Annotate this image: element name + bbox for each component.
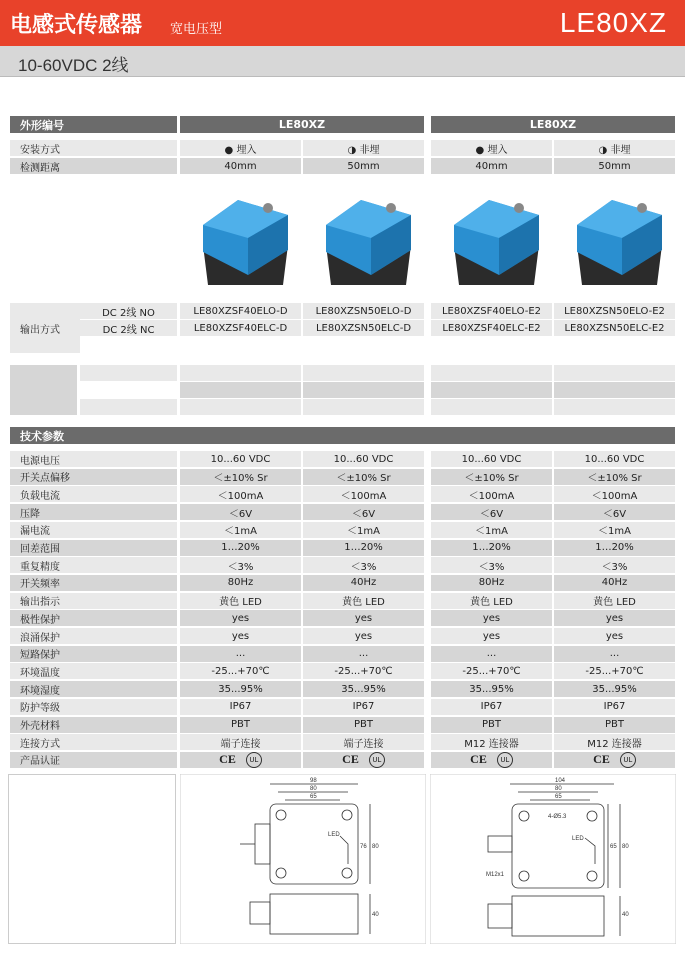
- model-code: LE80XZ: [559, 7, 667, 38]
- tech-row-value: 端子连接: [303, 734, 424, 750]
- dim-98: 98: [310, 778, 317, 784]
- tech-row-label: 连接方式: [10, 734, 177, 750]
- blank: [303, 365, 424, 381]
- tech-row-value: ＜1mA: [554, 522, 675, 538]
- tech-row-value: 10...60 VDC: [303, 451, 424, 467]
- distance-value: 50mm: [554, 158, 675, 174]
- tech-row-value: 黄色 LED: [554, 593, 675, 609]
- blank: [431, 365, 552, 381]
- tech-row-value: yes: [303, 610, 424, 626]
- cert-marks: [180, 752, 301, 768]
- tech-row-value: 35...95%: [303, 681, 424, 697]
- install-value: ◑ 非埋: [303, 140, 424, 156]
- dim-led: LED: [572, 836, 584, 842]
- tech-row-value: 黄色 LED: [303, 593, 424, 609]
- tech-row-value: 黄色 LED: [180, 593, 301, 609]
- drawing-frame-left: [8, 774, 176, 944]
- blank: [431, 382, 552, 398]
- output-nc: LE80XZSF40ELC-D: [180, 320, 301, 336]
- distance-value: 40mm: [431, 158, 552, 174]
- tech-row-value: ＜6V: [554, 504, 675, 520]
- tech-row-value: 端子连接: [180, 734, 301, 750]
- tech-row-label: 外壳材料: [10, 717, 177, 733]
- tech-row-label: 输出指示: [10, 593, 177, 609]
- blank: [303, 399, 424, 415]
- blank: [80, 399, 177, 415]
- tech-row-label: 开关点偏移: [10, 469, 177, 485]
- tech-row-value: ＜100mA: [303, 486, 424, 502]
- tech-row-label: 极性保护: [10, 610, 177, 626]
- dim-80: 80: [310, 786, 317, 792]
- tech-row-value: -25...+70℃: [180, 663, 301, 679]
- tech-row-label: 防护等级: [10, 699, 177, 715]
- tech-row-value: ...: [303, 646, 424, 662]
- output-sub-nc: DC 2线 NC: [80, 320, 177, 336]
- output-no: LE80XZSF40ELO-E2: [431, 303, 552, 319]
- tech-row-value: ＜±10% Sr: [303, 469, 424, 485]
- dim-m12: M12x1: [486, 872, 505, 878]
- tech-row-value: yes: [303, 628, 424, 644]
- ul-mark-icon: UL: [620, 752, 636, 768]
- tech-row-value: yes: [554, 628, 675, 644]
- tech-row-value: 黄色 LED: [431, 593, 552, 609]
- voltage-bar: [0, 46, 685, 77]
- tech-row-value: IP67: [554, 699, 675, 715]
- distance-value: 40mm: [180, 158, 301, 174]
- group-label-1: LE80XZ: [180, 116, 424, 133]
- output-label: 输出方式: [10, 303, 80, 353]
- tech-row-value: 40Hz: [554, 575, 675, 591]
- tech-row-label: 开关频率: [10, 575, 177, 591]
- tech-row-value: M12 连接器: [554, 734, 675, 750]
- tech-row-label: 环境湿度: [10, 681, 177, 697]
- tech-row-value: ＜6V: [180, 504, 301, 520]
- tech-row-value: PBT: [303, 717, 424, 733]
- install-value: ◑ 非埋: [554, 140, 675, 156]
- ce-mark-icon: CE: [342, 752, 359, 767]
- dim-65: 65: [310, 794, 317, 800]
- dim-40: 40: [622, 912, 629, 918]
- tech-row-value: ＜1mA: [180, 522, 301, 538]
- blank: [554, 382, 675, 398]
- tech-row-value: PBT: [180, 717, 301, 733]
- tech-row-value: IP67: [303, 699, 424, 715]
- install-label: 安装方式: [10, 140, 177, 156]
- ce-mark-icon: CE: [470, 752, 487, 767]
- cert-marks: [431, 752, 552, 768]
- tech-row-value: 1…20%: [431, 540, 552, 556]
- dim-104: 104: [555, 778, 566, 784]
- install-value: ● 埋入: [431, 140, 552, 156]
- output-no: LE80XZSN50ELO-D: [303, 303, 424, 319]
- dim-65b: 65: [610, 844, 617, 850]
- ce-mark-icon: CE: [219, 752, 236, 767]
- tech-row-value: IP67: [180, 699, 301, 715]
- tech-row-value: 80Hz: [431, 575, 552, 591]
- tech-row-value: ...: [431, 646, 552, 662]
- blank-block: [10, 365, 77, 415]
- dim-80: 80: [555, 786, 562, 792]
- tech-row-value: ＜3%: [554, 557, 675, 573]
- sensor-photo: [562, 190, 672, 290]
- distance-label: 检测距离: [10, 158, 177, 174]
- tech-row-value: 1…20%: [180, 540, 301, 556]
- tech-row-value: 40Hz: [303, 575, 424, 591]
- tech-row-value: yes: [180, 628, 301, 644]
- tech-row-value: -25...+70℃: [303, 663, 424, 679]
- tech-row-value: 35...95%: [554, 681, 675, 697]
- blank: [303, 382, 424, 398]
- blank: [431, 399, 552, 415]
- distance-value: 50mm: [303, 158, 424, 174]
- sensor-photo: [188, 190, 298, 290]
- output-no: LE80XZSN50ELO-E2: [554, 303, 675, 319]
- ul-mark-icon: UL: [497, 752, 513, 768]
- tech-row-value: PBT: [554, 717, 675, 733]
- tech-row-value: ＜6V: [431, 504, 552, 520]
- ul-mark-icon: UL: [369, 752, 385, 768]
- ul-mark-icon: UL: [246, 752, 262, 768]
- tech-row-value: 10...60 VDC: [180, 451, 301, 467]
- install-value: ● 埋入: [180, 140, 301, 156]
- tech-row-value: yes: [180, 610, 301, 626]
- output-nc: LE80XZSN50ELC-D: [303, 320, 424, 336]
- voltage-label: 10-60VDC 2线: [18, 56, 129, 75]
- tech-row-label: 环境温度: [10, 663, 177, 679]
- tech-row-label: 重复精度: [10, 557, 177, 573]
- tech-row-value: M12 连接器: [431, 734, 552, 750]
- tech-row-value: ＜100mA: [180, 486, 301, 502]
- output-no: LE80XZSF40ELO-D: [180, 303, 301, 319]
- sensor-photo: [311, 190, 421, 290]
- tech-row-value: yes: [431, 628, 552, 644]
- product-subtitle: 宽电压型: [170, 22, 223, 37]
- tech-row-value: ＜±10% Sr: [431, 469, 552, 485]
- dim-80b: 80: [372, 844, 379, 850]
- tech-row-value: 10...60 VDC: [554, 451, 675, 467]
- ce-mark-icon: CE: [593, 752, 610, 767]
- tech-row-label: 产品认证: [10, 752, 177, 768]
- tech-title: 技术参数: [10, 427, 675, 444]
- blank: [80, 365, 177, 381]
- blank: [180, 382, 301, 398]
- blank: [554, 399, 675, 415]
- tech-row-value: 35...95%: [431, 681, 552, 697]
- tech-row-value: ＜1mA: [431, 522, 552, 538]
- tech-row-label: 电源电压: [10, 451, 177, 467]
- tech-row-value: -25...+70℃: [554, 663, 675, 679]
- blank: [180, 365, 301, 381]
- dim-40: 40: [372, 912, 379, 918]
- tech-row-label: 漏电流: [10, 522, 177, 538]
- product-title: 电感式传感器: [10, 13, 143, 38]
- tech-row-label: 压降: [10, 504, 177, 520]
- tech-row-value: -25...+70℃: [431, 663, 552, 679]
- tech-row-value: yes: [554, 610, 675, 626]
- tech-row-value: ＜±10% Sr: [180, 469, 301, 485]
- tech-row-label: 浪涌保护: [10, 628, 177, 644]
- tech-row-value: ...: [554, 646, 675, 662]
- output-sub-no: DC 2线 NO: [80, 303, 177, 319]
- tech-row-value: 10...60 VDC: [431, 451, 552, 467]
- dim-holes: 4-Ø5.3: [548, 814, 567, 820]
- dim-76: 76: [360, 844, 367, 850]
- tech-row-value: ＜3%: [180, 557, 301, 573]
- tech-row-value: 1…20%: [303, 540, 424, 556]
- tech-row-value: ＜3%: [303, 557, 424, 573]
- tech-row-value: 35...95%: [180, 681, 301, 697]
- tech-row-label: 回差范围: [10, 540, 177, 556]
- tech-row-value: ＜1mA: [303, 522, 424, 538]
- dimension-drawing-right: [430, 774, 676, 944]
- tech-row-value: ＜6V: [303, 504, 424, 520]
- blank: [554, 365, 675, 381]
- header-bar: [0, 0, 685, 46]
- tech-row-label: 负载电流: [10, 486, 177, 502]
- cert-marks: [554, 752, 675, 768]
- dim-80b: 80: [622, 844, 629, 850]
- blank: [180, 399, 301, 415]
- tech-row-value: ＜100mA: [431, 486, 552, 502]
- group-label-2: LE80XZ: [431, 116, 675, 133]
- tech-row-value: PBT: [431, 717, 552, 733]
- output-nc: LE80XZSF40ELC-E2: [431, 320, 552, 336]
- cert-marks: [303, 752, 424, 768]
- tech-row-value: ＜±10% Sr: [554, 469, 675, 485]
- tech-row-value: ＜3%: [431, 557, 552, 573]
- tech-row-value: IP67: [431, 699, 552, 715]
- sensor-photo: [439, 190, 549, 290]
- dimension-drawing-left: [180, 774, 426, 944]
- tech-row-value: 80Hz: [180, 575, 301, 591]
- output-nc: LE80XZSN50ELC-E2: [554, 320, 675, 336]
- tech-row-value: ＜100mA: [554, 486, 675, 502]
- tech-row-label: 短路保护: [10, 646, 177, 662]
- tech-row-value: yes: [431, 610, 552, 626]
- shape-label: 外形编号: [10, 116, 177, 133]
- dim-65: 65: [555, 794, 562, 800]
- tech-row-value: 1…20%: [554, 540, 675, 556]
- tech-row-value: ...: [180, 646, 301, 662]
- dim-led: LED: [328, 832, 340, 838]
